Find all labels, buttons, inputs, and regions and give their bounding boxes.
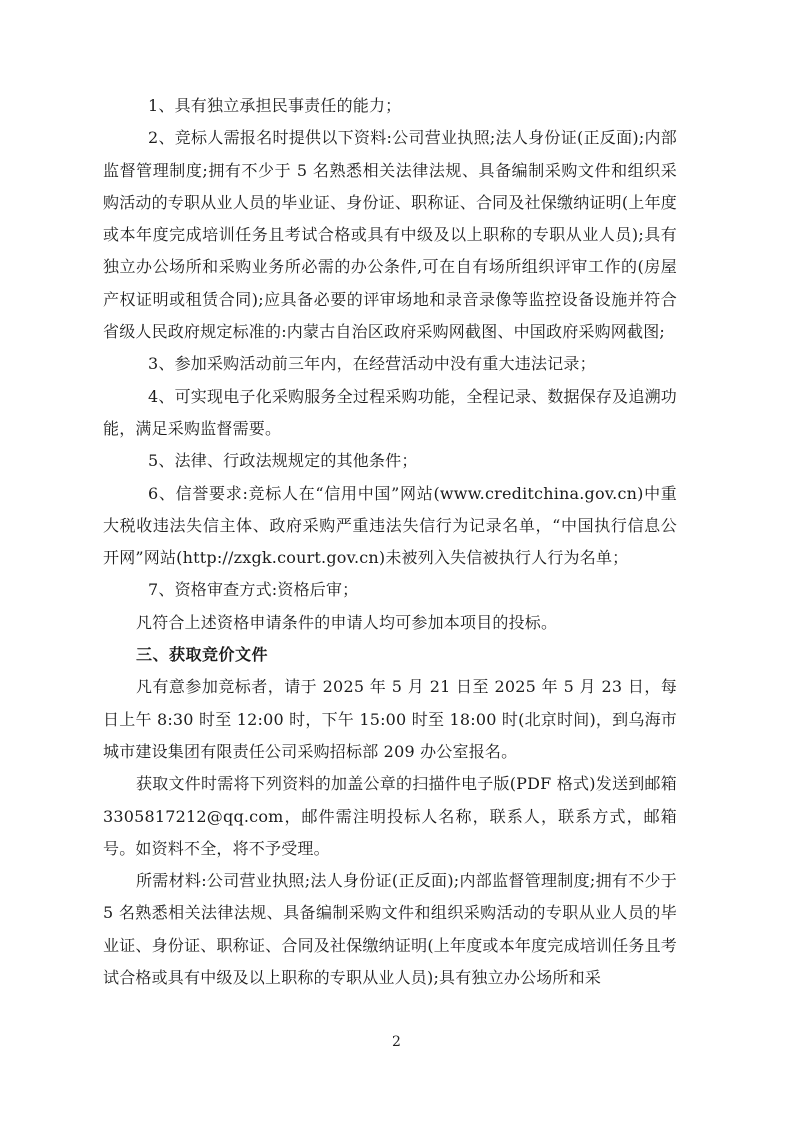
clause-2: 2、竞标人需报名时提供以下资料:公司营业执照;法人身份证(正反面);内部监督管理制度;拥有不少于 5 名熟悉相关法律法规、具备编制采购文件和组织采购活动的专职从业人员的毕业证、身份证、职称证、合同及社保缴纳证明(上年度或本年度完成培训任务且考试合格或具有中级及以上职称的专职从业人员);具有独立办公场所和采购业务所必需的办公条件,可在自有场所组织评审工作的(房屋产权证明或租赁合同);应具备必要的评审场地和录音录像等监控设备设施并符合省级人民政府规定标准的:内蒙古自治区政府采购网截图、中国政府采购网截图; (103, 128, 677, 342)
clause-6: 6、信誉要求:竞标人在“信用中国”网站(www.creditchina.gov.cn)中重大税收违法失信主体、政府采购严重违法失信行为记录名单，“中国执行信息公开网”网站(http://zxgk.court.gov.cn)未被列入失信被执行人行为名单； (103, 483, 677, 568)
section-heading-obtain-bid-documents: 三、获取竞价文件 (136, 645, 269, 665)
registration-time-paragraph: 凡有意参加竞标者，请于 2025 年 5 月 21 日至 2025 年 5 月 23 日，每日上午 8:30 时至 12:00 时，下午 15:00 时至 18:00 时(北京时间)，到乌海市城市建设集团有限责任公司采购招标部 209 办公室报名。 (103, 677, 677, 761)
qualification-summary: 凡符合上述资格申请条件的申请人均可参加本项目的投标。 (136, 612, 558, 632)
clause-3: 3、参加采购活动前三年内，在经营活动中没有重大违法记录； (148, 354, 596, 374)
email-submission-paragraph: 获取文件时需将下列资料的加盖公章的扫描件电子版(PDF 格式)发送到邮箱 3305817212@qq.com，邮件需注明投标人名称，联系人，联系方式，邮箱号。如资料不全，将不予受理。 (103, 774, 677, 858)
document-body (103, 90, 677, 994)
clause-4: 4、可实现电子化采购服务全过程采购功能，全程记录、数据保存及追溯功能，满足采购监督需要。 (103, 386, 677, 438)
clause-1: 1、具有独立承担民事责任的能力； (148, 96, 402, 115)
clause-7: 7、资格审查方式:资格后审； (148, 580, 359, 600)
page-number: 2 (392, 1034, 401, 1050)
clause-5: 5、法律、行政法规规定的其他条件； (148, 451, 418, 471)
required-materials-paragraph: 所需材料:公司营业执照;法人身份证(正反面);内部监督管理制度;拥有不少于 5 名熟悉相关法律法规、具备编制采购文件和组织采购活动的专职从业人员的毕业证、身份证、职称证、合同及社保缴纳证明(上年度或本年度完成培训任务且考试合格或具有中级及以上职称的专职从业人员);具有独立办公场所和采 (103, 871, 677, 988)
